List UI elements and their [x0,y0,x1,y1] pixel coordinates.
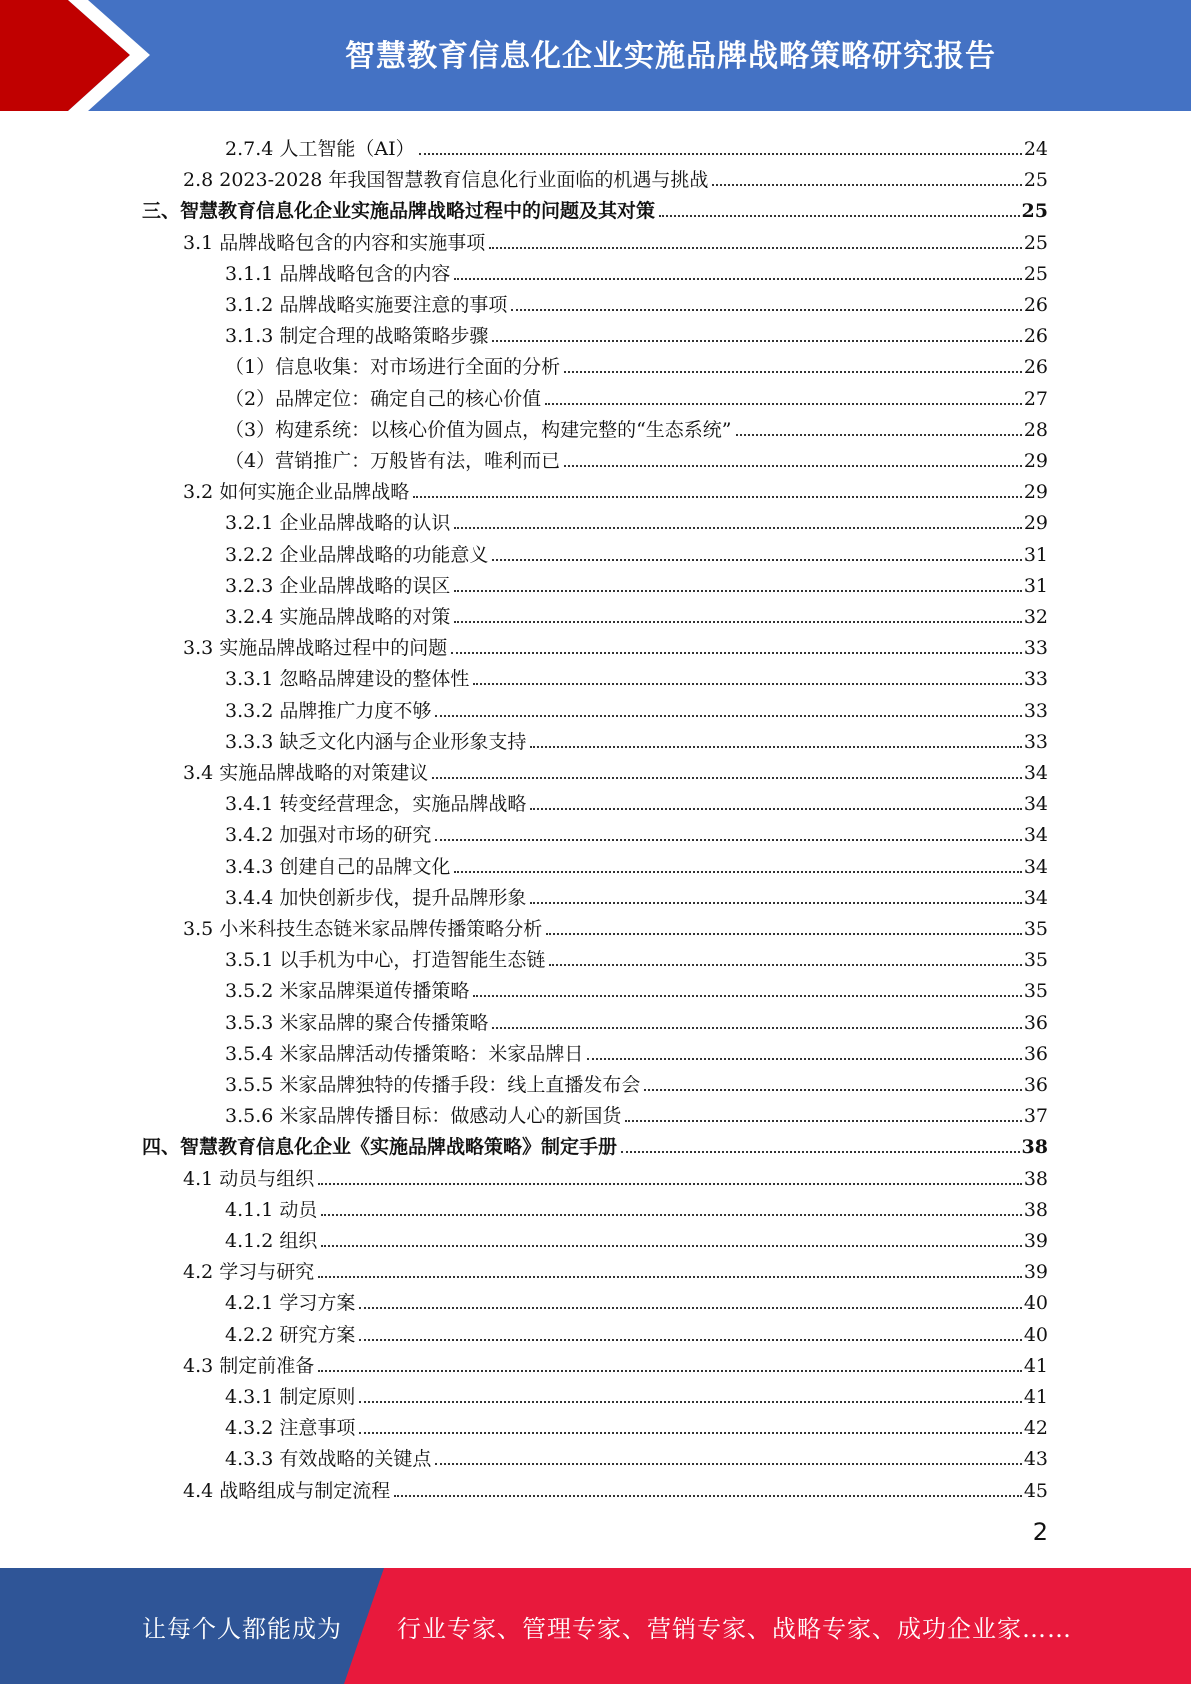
toc-dot-leader [318,1369,1022,1372]
toc-entry[interactable] [225,1408,1048,1439]
toc-entry-title: 2.7.4 人工智能（AI） [225,138,415,160]
toc-entry-title: 3.3 实施品牌战略过程中的问题 [183,637,448,660]
toc-dot-leader [549,963,1021,966]
toc-entry-page: 26 [1023,356,1048,379]
toc-entry[interactable] [225,254,1048,285]
toc-entry-title: 四、智慧教育信息化企业《实施品牌战略策略》制定手册 [142,1136,618,1159]
toc-entry[interactable] [225,971,1048,1002]
toc-entry-title: 3.2.4 实施品牌战略的对策 [225,606,451,628]
toc-entry-page: 34 [1023,762,1048,784]
toc-entry[interactable] [225,285,1048,316]
toc-entry-title: 4.3.2 注意事项 [225,1417,356,1440]
toc-entry[interactable] [142,191,1048,222]
toc-dot-leader [432,776,1022,779]
toc-dot-leader [564,464,1022,467]
toc-dot-leader [435,838,1021,841]
toc-dot-leader [473,994,1021,997]
toc-entry-page: 26 [1023,294,1048,316]
toc-dot-leader [451,651,1022,654]
toc-entry-title: 3.4.1 转变经营理念，实施品牌战略 [225,793,527,816]
toc-entry-title: 3.2 如何实施企业品牌战略 [183,481,410,504]
toc-entry[interactable] [225,847,1048,878]
toc-entry-title: 3.4.4 加快创新步伐，提升品牌形象 [225,886,527,909]
toc-entry-title: 3.4.2 加强对市场的研究 [225,824,432,847]
toc-dot-leader [644,1088,1021,1091]
toc-entry[interactable] [225,535,1048,566]
toc-entry[interactable] [183,1252,1048,1283]
toc-dot-leader [473,682,1021,685]
toc-entry[interactable] [225,1439,1048,1470]
toc-entry-title: 4.2.2 研究方案 [225,1323,356,1346]
toc-entry-page: 27 [1023,387,1048,410]
toc-entry-page: 37 [1023,1105,1048,1128]
toc-entry-page: 41 [1023,1386,1048,1408]
toc-dot-leader [318,1275,1022,1278]
toc-dot-leader [359,1431,1021,1434]
toc-entry-page: 40 [1023,1292,1048,1315]
toc-entry-title: 3.2.3 企业品牌战略的误区 [225,574,451,597]
toc-dot-leader [530,807,1021,810]
toc-entry-title: 4.1.2 组织 [225,1230,318,1252]
toc-entry[interactable] [225,815,1048,846]
toc-entry-page: 42 [1023,1417,1048,1440]
toc-dot-leader [435,714,1021,717]
toc-entry[interactable] [225,1003,1048,1034]
toc-entry[interactable] [183,223,1048,254]
toc-entry-page: 45 [1023,1479,1048,1502]
toc-dot-leader [454,277,1021,280]
toc-entry-title: （3）构建系统：以核心价值为圆点，构建完整的“生态系统” [225,418,732,441]
toc-entry-title: （1）信息收集：对市场进行全面的分析 [225,356,561,379]
toc-entry[interactable] [183,1471,1048,1502]
toc-dot-leader [489,246,1022,249]
toc-entry-page: 34 [1023,793,1048,816]
toc-entry-title: 4.2 学习与研究 [183,1261,315,1284]
toc-entry-title: 4.1.1 动员 [225,1198,318,1221]
toc-entry-page: 29 [1023,481,1048,504]
toc-entry[interactable] [183,472,1048,503]
toc-entry-page: 39 [1023,1230,1048,1252]
toc-dot-leader [545,402,1022,405]
toc-entry-page: 41 [1023,1354,1048,1377]
toc-dot-leader [454,620,1021,623]
toc-entry-page: 29 [1023,450,1048,472]
toc-entry-title: 3.3.1 忽略品牌建设的整体性 [225,668,470,691]
toc-entry-title: 3.5 小米科技生态链米家品牌传播策略分析 [183,918,543,940]
toc-dot-leader [546,932,1022,935]
toc-dot-leader [492,558,1021,561]
toc-dot-leader [587,1057,1021,1060]
toc-entry-page: 34 [1023,855,1048,878]
toc-entry-page: 29 [1023,512,1048,535]
toc-entry-page: 33 [1023,730,1048,753]
page-header [0,0,1191,111]
toc-entry[interactable] [225,1283,1048,1314]
toc-entry-title: 4.3.1 制定原则 [225,1386,356,1408]
toc-entry[interactable] [225,566,1048,597]
toc-entry[interactable] [225,379,1048,410]
toc-entry-title: 3.5.2 米家品牌渠道传播策略 [225,980,470,1003]
toc-entry-title: 三、智慧教育信息化企业实施品牌战略过程中的问题及其对策 [142,200,656,223]
toc-entry-title: 3.5.3 米家品牌的聚合传播策略 [225,1011,489,1034]
toc-dot-leader [492,339,1021,342]
toc-entry-page: 25 [1023,262,1048,285]
toc-dot-leader [318,1182,1022,1185]
toc-entry-title: （4）营销推广：万般皆有法，唯利而已 [225,450,561,472]
toc-entry-page: 43 [1023,1448,1048,1471]
toc-entry-page: 36 [1023,1011,1048,1034]
toc-entry-title: 3.2.2 企业品牌战略的功能意义 [225,543,489,566]
toc-entry-title: 4.1 动员与组织 [183,1167,315,1190]
toc-dot-leader [321,1213,1021,1216]
toc-entry-title: 3.1 品牌战略包含的内容和实施事项 [183,231,486,254]
toc-entry-title: 4.4 战略组成与制定流程 [183,1479,391,1502]
toc-entry[interactable] [225,784,1048,815]
toc-entry[interactable] [225,940,1048,971]
toc-dot-leader [530,745,1021,748]
toc-entry[interactable] [225,691,1048,722]
toc-dot-leader [492,1026,1021,1029]
toc-entry-page: 33 [1023,699,1048,722]
toc-entry-title: 3.4 实施品牌战略的对策建议 [183,762,429,784]
toc-entry[interactable] [225,503,1048,534]
toc-entry[interactable] [183,160,1048,191]
toc-dot-leader [564,370,1022,373]
page-footer [0,1568,1191,1684]
toc-entry-title: 2.8 2023-2028 年我国智慧教育信息化行业面临的机遇与挑战 [183,169,709,192]
toc-entry-page: 34 [1023,886,1048,909]
toc-entry[interactable] [225,410,1048,441]
toc-entry-page: 32 [1023,606,1048,628]
toc-entry[interactable] [225,597,1048,628]
toc-entry-page: 35 [1023,918,1048,940]
toc-entry[interactable] [225,722,1048,753]
toc-entry-page: 25 [1023,231,1048,254]
toc-entry[interactable] [225,1034,1048,1065]
toc-dot-leader [321,1244,1021,1247]
toc-dot-leader [530,901,1021,904]
toc-dot-leader [359,1306,1021,1309]
toc-dot-leader [413,495,1022,498]
toc-entry-page: 38 [1023,1167,1048,1190]
toc-entry[interactable] [225,1190,1048,1221]
toc-entry-title: 3.5.6 米家品牌传播目标：做感动人心的新国货 [225,1105,622,1128]
page-number: 2 [1032,1518,1048,1546]
toc-entry-page: 31 [1023,543,1048,566]
toc-dot-leader [511,308,1021,311]
toc-entry-title: 3.4.3 创建自己的品牌文化 [225,855,451,878]
toc-entry[interactable] [225,1315,1048,1346]
toc-dot-leader [454,526,1021,529]
toc-entry-title: 4.3.3 有效战略的关键点 [225,1448,432,1471]
toc-entry-page: 35 [1023,949,1048,972]
toc-entry-title: 3.3.2 品牌推广力度不够 [225,699,432,722]
toc-entry-title: 3.3.3 缺乏文化内涵与企业形象支持 [225,730,527,753]
toc-dot-leader [625,1119,1021,1122]
toc-entry-page: 36 [1023,1074,1048,1096]
toc-dot-leader [621,1150,1020,1153]
toc-entry[interactable] [225,1221,1048,1252]
toc-entry-title: 3.5.5 米家品牌独特的传播手段：线上直播发布会 [225,1074,641,1096]
toc-entry[interactable] [225,441,1048,472]
toc-entry[interactable] [183,1346,1048,1377]
toc-entry-title: 3.1.1 品牌战略包含的内容 [225,262,451,285]
toc-entry[interactable] [225,1096,1048,1127]
footer-slogan-left: 让每个人都能成为 [142,1614,342,1643]
toc-entry-page: 40 [1023,1323,1048,1346]
toc-entry[interactable] [225,347,1048,378]
toc-dot-leader [419,152,1022,155]
footer-slogan-right: 行业专家、管理专家、营销专家、战略专家、成功企业家…… [397,1614,1072,1643]
toc-entry[interactable] [183,909,1048,940]
toc-entry-page: 31 [1023,574,1048,597]
toc-entry[interactable] [142,1127,1048,1158]
toc-dot-leader [659,214,1020,217]
toc-entry-title: 3.2.1 企业品牌战略的认识 [225,512,451,535]
toc-dot-leader [736,433,1022,436]
toc-entry-page: 28 [1023,418,1048,441]
toc-entry-page: 38 [1021,1136,1048,1159]
toc-dot-leader [435,1462,1021,1465]
toc-entry[interactable] [183,1159,1048,1190]
toc-entry[interactable] [183,753,1048,784]
toc-entry-title: 3.5.1 以手机为中心，打造智能生态链 [225,949,546,972]
toc-entry-title: 3.1.3 制定合理的战略策略步骤 [225,325,489,348]
toc-dot-leader [454,589,1021,592]
toc-dot-leader [359,1400,1021,1403]
toc-entry[interactable] [225,129,1048,160]
toc-entry-page: 36 [1023,1042,1048,1065]
toc-entry[interactable] [225,1377,1048,1408]
toc-entry-page: 33 [1023,637,1048,660]
toc-entry-page: 39 [1023,1261,1048,1284]
toc-entry[interactable] [183,628,1048,659]
toc-entry-page: 33 [1023,668,1048,691]
toc-entry-page: 25 [1021,200,1048,223]
toc-entry-page: 26 [1023,325,1048,348]
toc-entry[interactable] [225,878,1048,909]
toc-dot-leader [712,183,1021,186]
toc-entry[interactable] [225,659,1048,690]
toc-entry-page: 24 [1023,138,1048,160]
toc-entry-title: 3.1.2 品牌战略实施要注意的事项 [225,294,508,316]
toc-dot-leader [454,870,1021,873]
toc-entry-page: 35 [1023,980,1048,1003]
document-title: 智慧教育信息化企业实施品牌战略策略研究报告 [345,38,996,74]
toc-entry-page: 25 [1023,169,1048,192]
toc-entry-page: 34 [1023,824,1048,847]
toc-entry-title: 3.5.4 米家品牌活动传播策略：米家品牌日 [225,1042,584,1065]
toc-entry[interactable] [225,1065,1048,1096]
toc-dot-leader [394,1494,1022,1497]
toc-entry-title: 4.3 制定前准备 [183,1354,315,1377]
toc-entry-page: 38 [1023,1198,1048,1221]
toc-dot-leader [359,1338,1021,1341]
toc-entry-title: 4.2.1 学习方案 [225,1292,356,1315]
toc-entry[interactable] [225,316,1048,347]
toc-entry-title: （2）品牌定位：确定自己的核心价值 [225,387,542,410]
